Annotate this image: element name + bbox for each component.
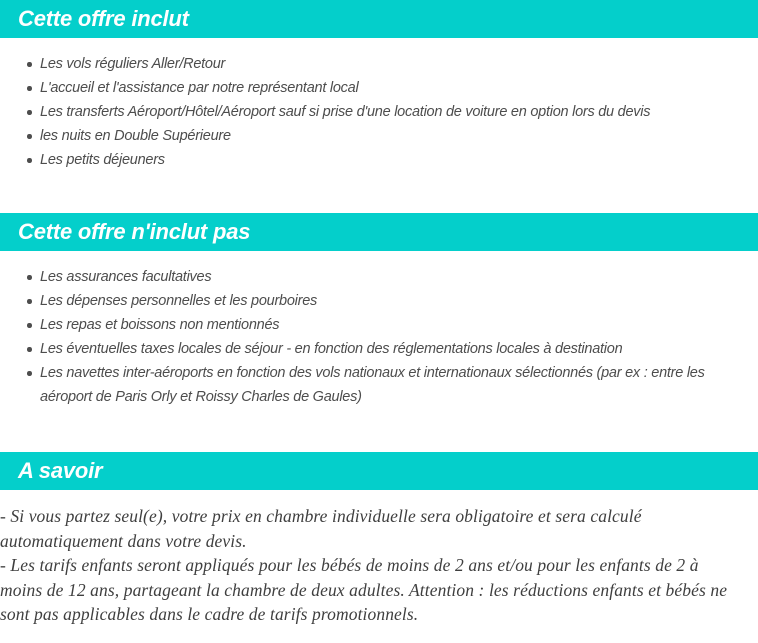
list-item: les nuits en Double Supérieure xyxy=(0,124,758,148)
list-item: Les vols réguliers Aller/Retour xyxy=(0,52,758,76)
note-paragraph: - Si vous partez seul(e), votre prix en chambre individuelle sera obligatoire et sera calculé automatiquement dans votre devis. xyxy=(0,506,642,551)
list-item: Les dépenses personnelles et les pourboires xyxy=(0,289,758,313)
list-item: Les transferts Aéroport/Hôtel/Aéroport sauf si prise d'une location de voiture en option lors du devis xyxy=(0,100,758,124)
good-to-know-notes xyxy=(0,490,758,627)
section-header-included xyxy=(0,0,758,38)
list-item: Les petits déjeuners xyxy=(0,148,758,172)
list-item: L'accueil et l'assistance par notre représentant local xyxy=(0,76,758,100)
section-spacer xyxy=(0,409,758,452)
included-list xyxy=(0,38,758,172)
section-title-included: Cette offre inclut xyxy=(18,6,189,31)
list-item: Les repas et boissons non mentionnés xyxy=(0,313,758,337)
section-title-good-to-know: A savoir xyxy=(18,458,103,483)
note-paragraph: - Les tarifs enfants seront appliqués pour les bébés de moins de 2 ans et/ou pour les enfants de 2 à moins de 12 ans, partageant la chambre de deux adultes. Attention : les réductions enfants et bébés ne sont pas applicables dans le cadre de tarifs promotionnels. xyxy=(0,555,728,624)
list-item: Les assurances facultatives xyxy=(0,265,758,289)
section-spacer xyxy=(0,172,758,213)
section-header-good-to-know xyxy=(0,452,758,490)
list-item: Les navettes inter-aéroports en fonction des vols nationaux et internationaux sélectionnés (par ex : entre les aéroport de Paris Orly et Roissy Charles de Gaules) xyxy=(0,361,758,409)
not-included-list xyxy=(0,251,758,409)
section-header-not-included xyxy=(0,213,758,251)
section-title-not-included: Cette offre n'inclut pas xyxy=(18,219,251,244)
list-item: Les éventuelles taxes locales de séjour - en fonction des réglementations locales à destination xyxy=(0,337,758,361)
